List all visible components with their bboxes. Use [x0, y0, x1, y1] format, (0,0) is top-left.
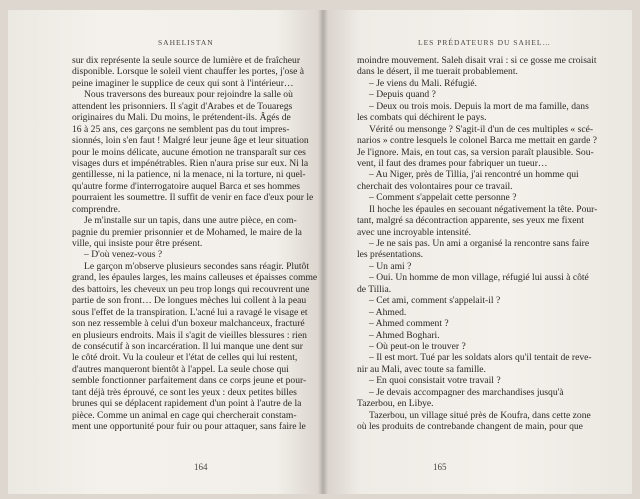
text-line: – Ahmed comment ? [369, 318, 449, 330]
text-line: de Tillia. [357, 283, 392, 295]
text-line: Nous traversons des bureaux pour rejoindre la salle où [84, 89, 293, 101]
text-line: originaires du Mali. Du moins, le prétendent-ils. Âgés de [72, 112, 291, 124]
text-line: les combats qui déchirent le pays. [357, 112, 487, 124]
text-line: ville, qui insiste pour être présent. [72, 238, 203, 249]
text-line: narios » contre lesquels le colonel Barca me mettait en garde ? [357, 135, 598, 147]
text-line: comprendre. [72, 203, 121, 215]
text-line: disponible. Lorsque le soleil vient chauffer les portes, j'ose à [72, 66, 305, 78]
text-line: d'autres manqueront bientôt à l'appel. La seule chose qui [72, 363, 289, 375]
text-line: – Deux ou trois mois. Depuis la mort de ma famille, dans [369, 100, 589, 112]
text-line: où les produits de contrebande changent de main, pour que [357, 421, 583, 432]
text-line: – Je devais accompagner des marchandises jusqu'à [369, 386, 564, 398]
text-line: visages durs et impénétrables. Rien n'aura prise sur eux. Ni la [72, 157, 309, 169]
text-line: – En quoi consistait votre travail ? [369, 375, 501, 387]
text-line: – Depuis quand ? [369, 89, 436, 101]
text-line: avec une incroyable intensité. [357, 226, 472, 238]
text-line: Je l'ignore. Mais, en tout cas, sa version paraît plausible. Sou- [357, 146, 594, 158]
text-line: Le garçon m'observe plusieurs secondes sans réagir. Plutôt [84, 260, 309, 272]
text-line: sionnés, loin s'en faut ! Malgré leur jeune âge et leur situation [72, 135, 309, 147]
text-line: peine imaginer le supplice de ceux qui sont à l'intérieur… [72, 77, 294, 89]
text-line: – D'où venez-vous ? [84, 249, 163, 261]
text-line: de consécutif à son incarcération. Il lui manque une dent sur [72, 340, 303, 352]
text-line: gentillesse, ni la patience, ni la menace, ni la torture, ni quel- [72, 169, 306, 181]
text-line: semble fonctionner parfaitement dans ce corps jeune et pour- [72, 375, 307, 387]
text-line: pagnie du premier prisonnier et de Mohamed, le maire de la [72, 226, 302, 238]
text-line: – Ahmed Boghari. [369, 329, 440, 341]
text-line: Tazerbou, en Libye. [357, 398, 434, 410]
text-line: pour le moins délicate, aucune émotion ne transparaît sur ces [72, 146, 306, 158]
text-line: ment une opportunité pour fuir ou pour attaquer, sans faire le [72, 421, 306, 432]
text-line: dans le désert, il me tuerait probablement. [357, 66, 518, 78]
text-line: Je m'installe sur un tapis, dans une autre pièce, en com- [84, 215, 297, 227]
text-line: cherchait des volontaires pour ce travail. [357, 180, 513, 192]
page-number-left: 164 [194, 462, 208, 472]
right-page [323, 10, 632, 494]
text-line: sur dix représente la seule source de lumière et de fraîcheur [72, 55, 301, 66]
text-line: vent, il faut des drames pour fabriquer un tueur… [357, 157, 548, 169]
text-line: pièce. Comme un animal en cage qui chercherait constam- [72, 409, 297, 421]
text-line: brunes qui se déplacent rapidement d'un point à l'autre de la [72, 398, 302, 410]
text-line: – Au Niger, près de Tillia, j'ai rencontré un homme qui [369, 169, 579, 181]
text-line: nir au Mali, avec toute sa famille. [357, 363, 486, 375]
text-line: – Ahmed. [369, 306, 407, 318]
text-line: Vérité ou mensonge ? S'agit-il d'un de ces multiples « scé- [369, 123, 594, 135]
book-gutter [318, 10, 328, 494]
text-line: – Un ami ? [369, 260, 412, 272]
text-line: Il hoche les épaules en secouant négativement la tête. Pour- [369, 203, 598, 215]
text-line: – Cet ami, comment s'appelait-il ? [369, 295, 501, 307]
text-line: partie de son front… De longues mèches lui collent à la peau [72, 295, 307, 307]
text-line: qu'autre forme d'interrogatoire auquel Barca et ses hommes [72, 180, 301, 192]
text-line: 16 à 25 ans, ces garçons ne semblent pas du tout impres- [72, 123, 290, 135]
text-line: pourraient les soumettre. Il suffit de venir en face d'eux pour le [72, 192, 314, 204]
text-line: des battoirs, les cheveux un peu trop longs qui recouvrent une [72, 283, 310, 295]
text-line: moindre mouvement. Saleh disait vrai : si ce gosse me croisait [357, 55, 597, 66]
text-line: tant déjà très éprouvé, ce sont les yeux : deux petites billes [72, 386, 297, 398]
text-line: les présentations. [357, 249, 424, 261]
text-line: – Je viens du Mali. Réfugié. [369, 77, 477, 89]
text-line: en plusieurs endroits. Mais il s'agit de vieilles blessures : rien [72, 329, 307, 341]
text-line: tant, malgré sa décontraction apparente, ses yeux me fixent [357, 215, 584, 227]
running-head-left: SAHELISTAN [158, 38, 214, 47]
text-line: attendent les prisonniers. Il s'agit d'Arabes et de Touaregs [72, 100, 293, 112]
text-line: sous l'effet de la transpiration. L'acné lui a ravagé le visage et [72, 306, 308, 318]
text-line: le côté droit. Vu la couleur et l'état de celles qui lui restent, [72, 352, 298, 364]
text-line: – Comment s'appelait cette personne ? [369, 192, 517, 204]
left-page [8, 10, 323, 494]
text-line: – Je ne sais pas. Un ami a organisé la rencontre sans faire [369, 238, 590, 249]
left-page-body [72, 55, 320, 432]
page-number-right: 165 [433, 462, 447, 472]
text-line: grand, les épaules larges, les mains calleuses et épaisses comme [72, 272, 318, 284]
right-page-body [357, 55, 609, 432]
text-line: – Il est mort. Tué par les soldats alors qu'il tentait de reve- [369, 352, 592, 364]
text-line: Tazerbou, un village situé près de Koufra, dans cette zone [369, 409, 591, 421]
text-line: – Où peut-on le trouver ? [369, 340, 466, 352]
text-line: – Oui. Un homme de mon village, réfugié lui aussi à côté [369, 272, 589, 284]
running-head-right: LES PRÉDATEURS DU SAHEL… [418, 38, 551, 47]
text-line: son nez ressemble à celui d'un boxeur malchanceux, fracturé [72, 318, 305, 330]
